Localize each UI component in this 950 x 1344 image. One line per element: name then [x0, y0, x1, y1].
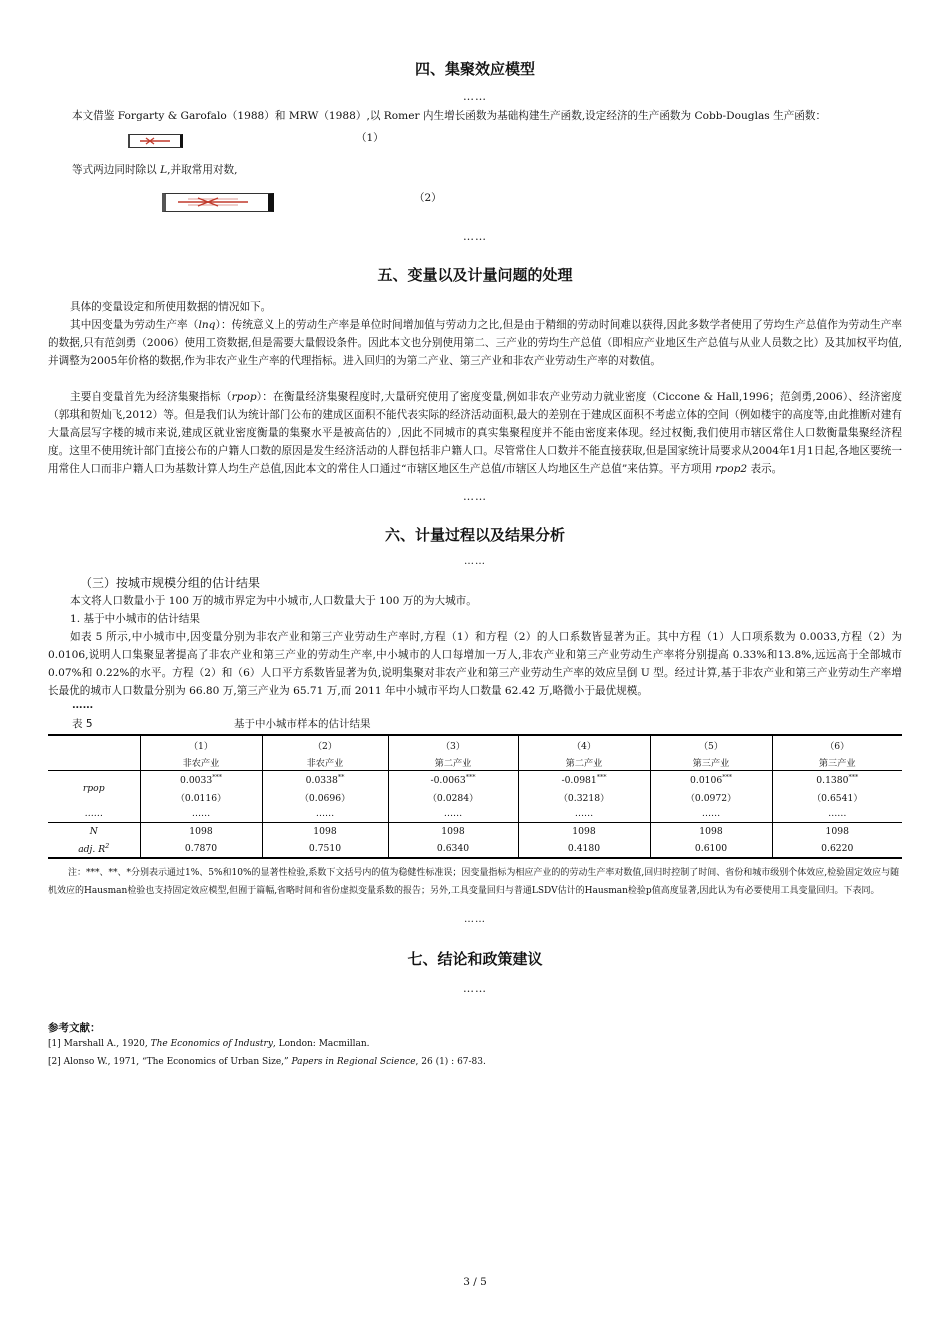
ellipsis: …… — [463, 490, 487, 503]
row-label-rpop: rpop — [48, 771, 140, 806]
col-name: 第二产业 — [518, 753, 650, 771]
col-name: 第二产业 — [388, 753, 518, 771]
n-cell: 1098 — [140, 823, 262, 841]
col-num: （6） — [772, 735, 902, 753]
ellipsis: …… — [464, 914, 486, 925]
reference-1: [1] Marshall A., 1920, The Economics of Industry, London: Macmillan. — [48, 1039, 370, 1049]
coef-cell: -0.0981*** — [518, 771, 650, 789]
section-4-title: 四、集聚效应模型 — [414, 60, 535, 78]
equation-2-number: （2） — [414, 192, 442, 204]
coef-cell: -0.0063*** — [388, 771, 518, 789]
table-row — [48, 788, 902, 805]
row-label-r2: adj. $R^2$ — [48, 840, 140, 858]
section-5-paragraph-3: 主要自变量首先为经济集聚指标（rpop）：在衡量经济集聚程度时,大量研究使用了密度变量,例如非农产业劳动力就业密度（Ciccone & Hall,1996；范剑勇,2006）、经济密度（郭琪和贺灿飞,2012）等。但是我们认为统计部门公布的建成区面积不能代表实际的经济活动面积,最大的差别在于建成区面积不考虑立体的空间（例如楼宇的高度等,由此推断对建有大量高层写字楼的城市来说,建成区就业密度衡量的集聚水平是被高估的）,因此不同城市的真实集聚程度并不能由密度来体现。经过权衡,我们使用市辖区常住人口数衡量集聚经济程度。这里不使用统计部门直接公布的户籍人口数的原因是发生经济活动的人群包括非户籍人口。尽管常住人口数并不能直接获取,但是国家统计局要求从2004年1月1日起,各地区要统一用常住人口而非户籍人口为基数计算人均生产总值,因此本文的常住人口通过“市辖区地区生产总值/市辖区人均地区生产总值”来估算。平方项用 rpop2 表示。 — [48, 391, 902, 475]
col-num: （5） — [650, 735, 772, 753]
dots-cell: …… — [262, 805, 388, 823]
coef-cell: 0.0033*** — [140, 771, 262, 789]
coef-cell: 0.1380*** — [772, 771, 902, 789]
se-cell: （0.3218） — [518, 788, 650, 805]
col-num: （4） — [518, 735, 650, 753]
equation-1-image — [128, 134, 183, 148]
table-header-row — [48, 735, 902, 753]
table-5 — [48, 734, 902, 859]
section-6-paragraph-1: 本文将人口数量小于 100 万的城市界定为中小城市,人口数量大于 100 万的为大城市。 — [70, 595, 477, 607]
equation-1-number: （1） — [356, 132, 384, 144]
section-4-mid: 等式两边同时除以 L,并取常用对数, — [72, 164, 238, 176]
r2-cell: 0.7870 — [140, 840, 262, 858]
col-name: 非农产业 — [262, 753, 388, 771]
r2-cell: 0.6340 — [388, 840, 518, 858]
ellipsis: …… — [463, 982, 487, 995]
table-title: 基于中小城市样本的估计结果 — [234, 718, 371, 730]
page-number: 3 / 5 — [463, 1276, 487, 1288]
r2-cell: 0.6220 — [772, 840, 902, 858]
r2-cell: 0.7510 — [262, 840, 388, 858]
se-cell: （0.0696） — [262, 788, 388, 805]
table-row — [48, 840, 902, 858]
references-heading: 参考文献： — [48, 1022, 101, 1034]
section-6-paragraph-3: 如表 5 所示,中小城市中,因变量分别为非农产业和第三产业劳动生产率时,方程（1）和方程（2）的人口系数皆显著为正。其中方程（1）人口项系数为 0.0033,方程（2）为 0.0106,说明人口集聚显著提高了非农产业和第三产业的劳动生产率,中小城市的人口每增加一万人,非农产业和第三产业劳动生产率将分别提高 0.33%和13.8%,远远高于全部城市 0.07%和 0.22%的水平。方程（2）和（6）人口平方系数皆显著为负,说明集聚对非农产业和第三产业劳动生产率的效应呈倒 U 型。经过计算,基于非农产业和第三产业劳动生产率增长最优的城市人口数量分别为 66.80 万,第三产业为 65.71 万,而 2011 年中小城市平均人口数量 62.42 万,略微小于最优规模。 — [48, 631, 902, 697]
section-6-paragraph-2: 1. 基于中小城市的估计结果 — [70, 613, 201, 625]
section-7-title: 七、结论和政策建议 — [407, 950, 543, 968]
section-6-title: 六、计量过程以及结果分析 — [384, 526, 565, 544]
dots-cell: …… — [650, 805, 772, 823]
ellipsis: …… — [464, 556, 486, 567]
se-cell: （0.0116） — [140, 788, 262, 805]
section-5-paragraph-1: 具体的变量设定和所使用数据的情况如下。 — [70, 301, 272, 313]
coef-cell: 0.0106*** — [650, 771, 772, 789]
table-row — [48, 823, 902, 841]
section-5-paragraph-2: 其中因变量为劳动生产率（lnq）：传统意义上的劳动生产率是单位时间增加值与劳动力之比,但是由于精细的劳动时间难以获得,因此多数学者使用了劳均生产总值作为劳动生产率的数据,只有范剑勇（2006）使用工资数据,但是需要大量假设条件。因此本文也分别使用第二、三产业的劳均生产总值（即相应产业地区生产总值与从业人员数之比）及其加权平均值,并调整为2005年价格的数据,作为非农产业生产率的代理指标。进入回归的为第二产业、第三产业和非农产业劳动生产率的对数值。 — [48, 319, 903, 367]
table-label: 表 5 — [72, 718, 93, 730]
table-row — [48, 805, 902, 823]
section-5-title: 五、变量以及计量问题的处理 — [377, 266, 573, 284]
row-label-n: N — [48, 823, 140, 841]
se-cell: （0.6541） — [811, 792, 863, 804]
coef-cell: 0.0338** — [262, 771, 388, 789]
n-cell: 1098 — [262, 823, 388, 841]
section-4-intro: 本文借鉴 Forgarty & Garofalo（1988）和 MRW（1988）,以 Romer 内生增长函数为基础构建生产函数,设定经济的生产函数为 Cobb-Douglas 生产函数： — [72, 110, 827, 122]
col-num: （1） — [140, 735, 262, 753]
subsection-title: （三）按城市规模分组的估计结果 — [80, 576, 261, 590]
col-num: （3） — [388, 735, 518, 753]
dots-cell: …… — [388, 805, 518, 823]
se-cell: （0.0284） — [388, 788, 518, 805]
n-cell: 1098 — [388, 823, 518, 841]
col-name: 第三产业 — [818, 757, 856, 769]
equation-2-image — [162, 193, 274, 212]
table-header-row — [48, 753, 902, 771]
ellipsis: …… — [463, 230, 487, 243]
dots-cell: …… — [518, 805, 650, 823]
r2-cell: 0.6100 — [650, 840, 772, 858]
ellipsis: …… — [463, 90, 487, 103]
table-note: 注：***、**、*分别表示通过1%、5%和10%的显著性检验,系数下文括号内的值为稳健性标准误；因变量指标为相应产业的的劳动生产率对数值,回归时控制了时间、省份和城市级别个体效应,检验固定效应与随机效应的Hausman检验也支持固定效应模型,但囿于篇幅,省略时间和省份虚拟变量系数的报告；另外,工具变量回归与普通LSDV估计的Hausman检验p值高度显著,因此认为有必要使用工具变量回归。下表同。 — [48, 868, 900, 896]
se-cell: （0.0972） — [650, 788, 772, 805]
n-cell: 1098 — [518, 823, 650, 841]
reference-2: [2] Alonso W., 1971, “The Economics of Urban Size,” Papers in Regional Science, 26 (1) : 67-83. — [48, 1057, 486, 1067]
n-cell: 1098 — [650, 823, 772, 841]
dots-cell: …… — [828, 808, 847, 819]
ellipsis: …… — [72, 699, 94, 711]
n-cell: 1098 — [772, 823, 902, 841]
r2-cell: 0.4180 — [518, 840, 650, 858]
col-name: 非农产业 — [140, 753, 262, 771]
col-num: （2） — [262, 735, 388, 753]
table-row — [48, 771, 902, 789]
dots-cell: …… — [140, 805, 262, 823]
dots-cell: …… — [48, 805, 140, 823]
col-name: 第三产业 — [650, 753, 772, 771]
